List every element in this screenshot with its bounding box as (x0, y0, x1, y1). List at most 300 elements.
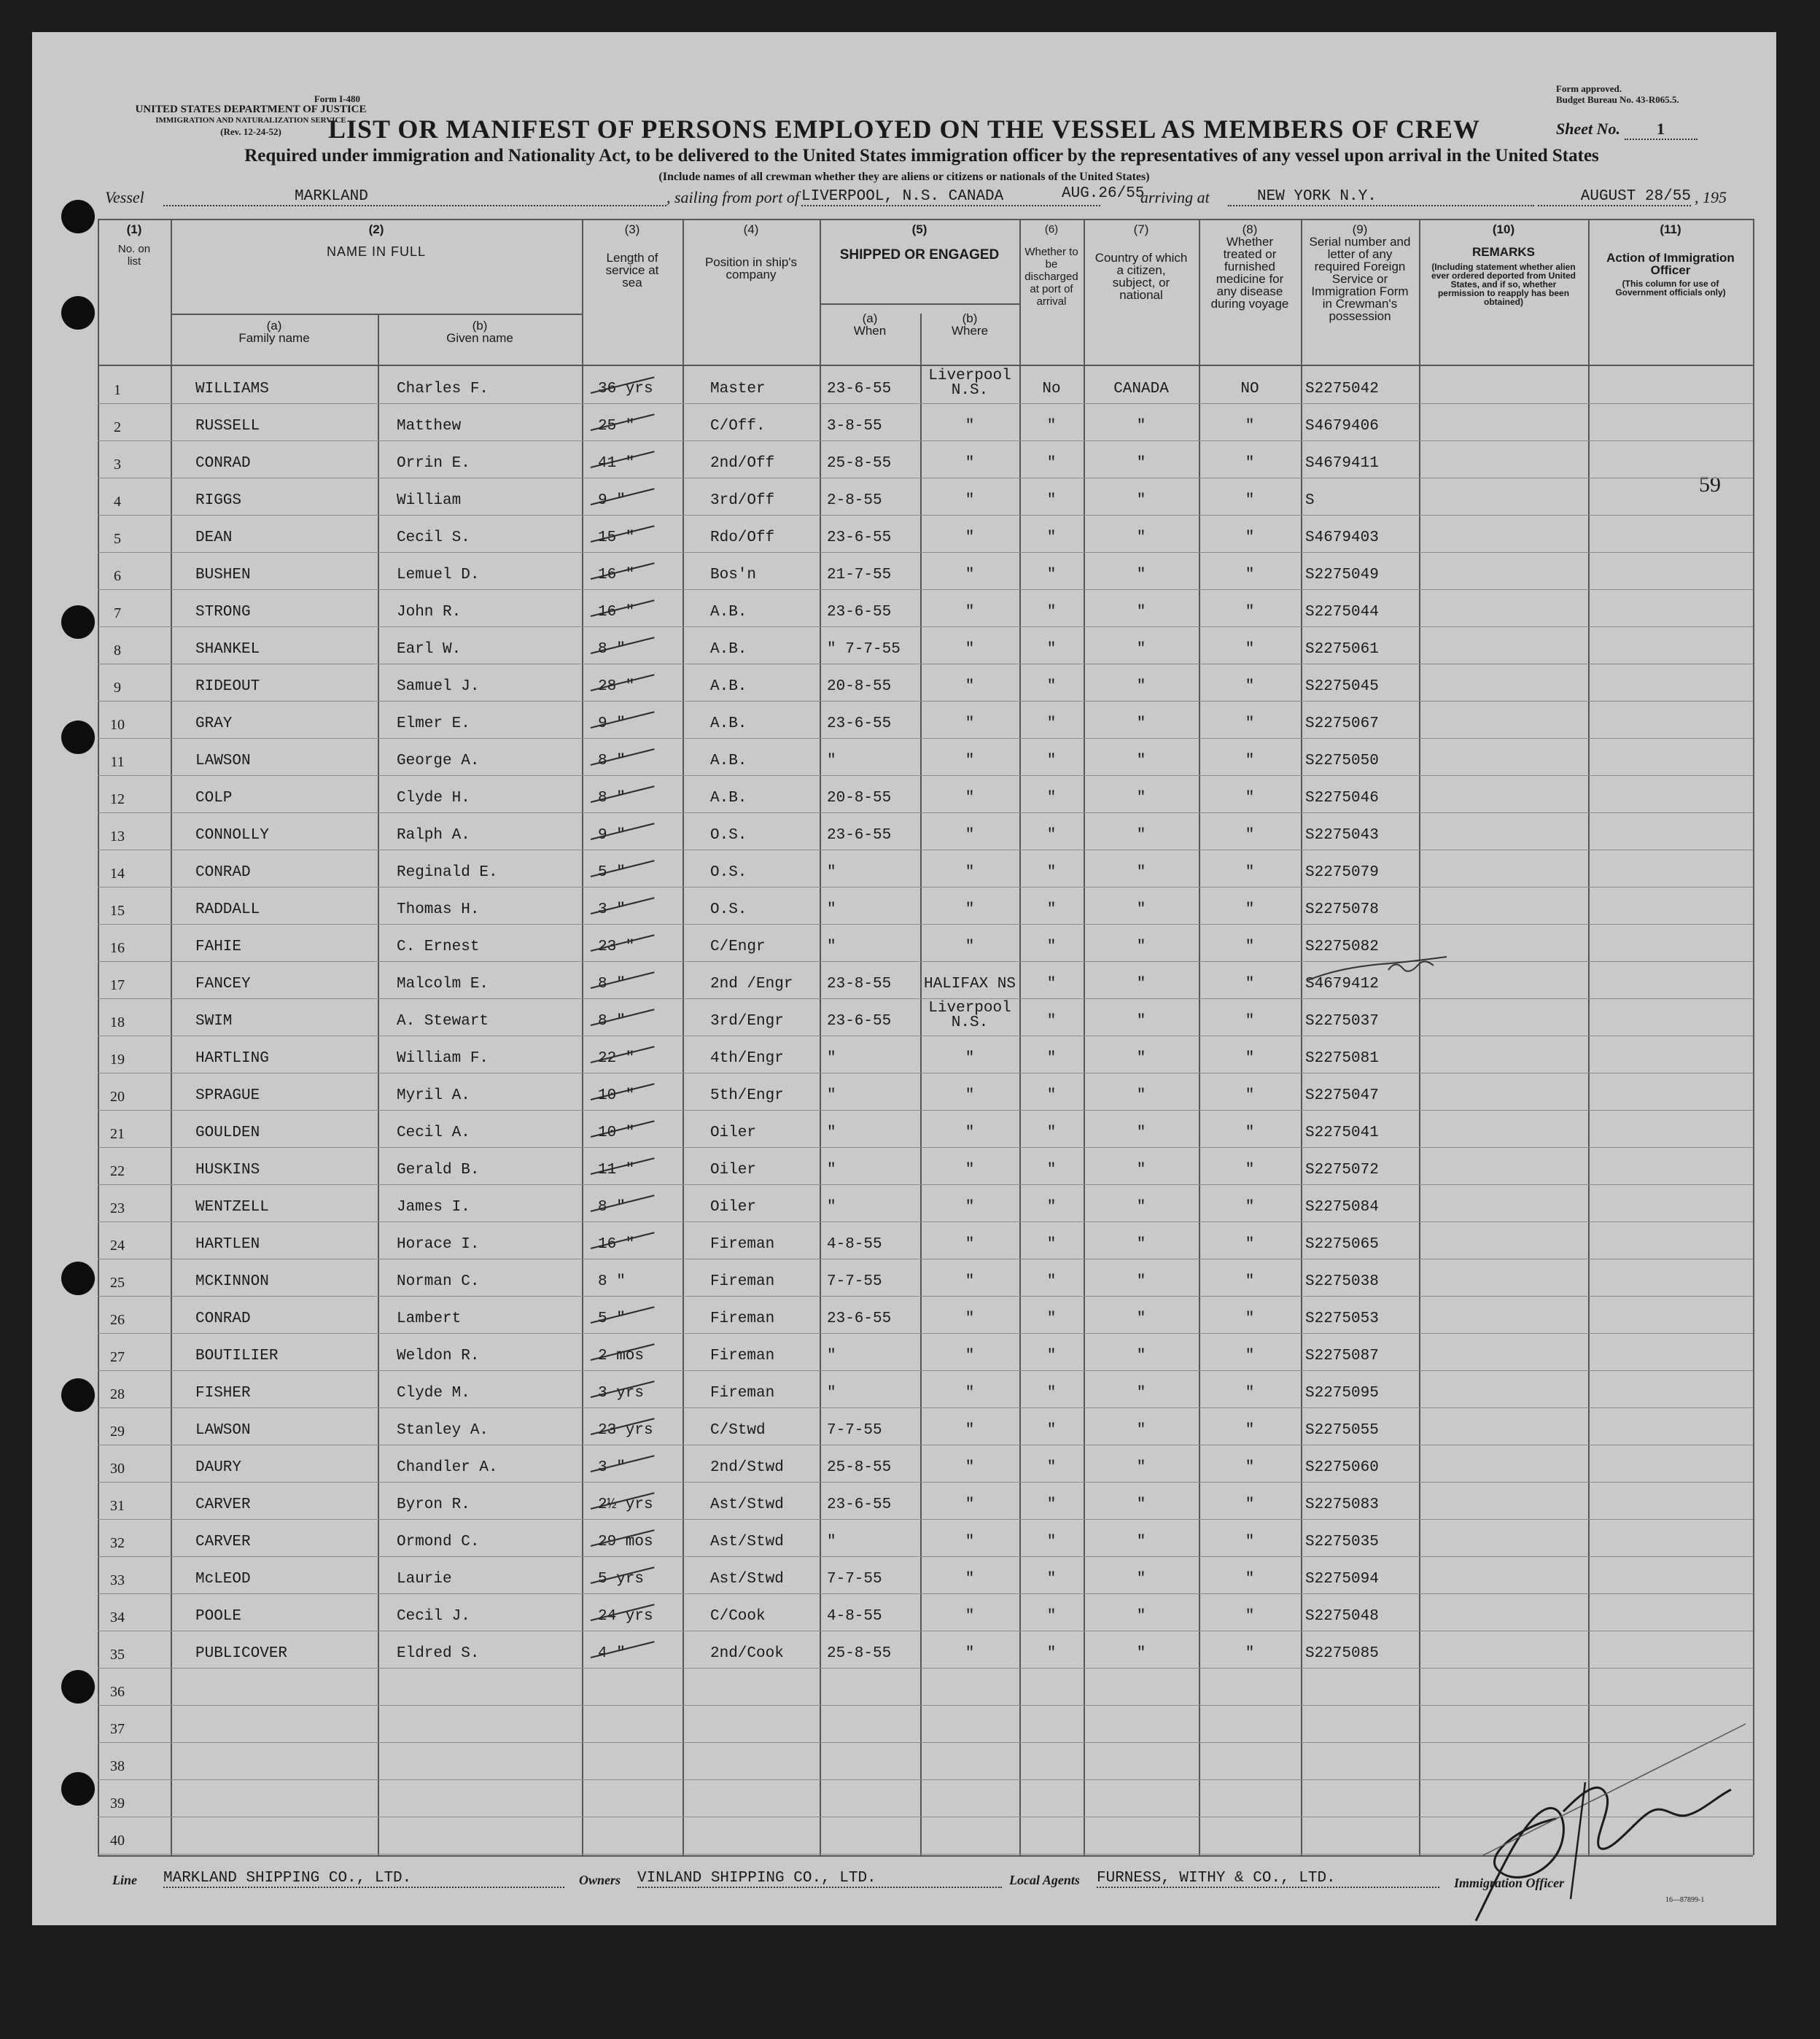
col-label: Country of which a citizen, subject, or national (1094, 251, 1188, 302)
length-of-service: 5 " (598, 1310, 626, 1327)
col-header-position (682, 223, 820, 281)
family-name: WENTZELL (195, 1199, 269, 1216)
family-name: McLEOD (195, 1571, 251, 1588)
shipped-when: 23-6-55 (827, 1013, 892, 1030)
length-of-service: 23 " (598, 939, 635, 955)
row-number: 15 (110, 903, 125, 919)
form-number: Form I-480 (314, 93, 360, 104)
serial-number: S2275085 (1305, 1645, 1379, 1662)
family-name: RUSSELL (195, 418, 260, 435)
position: C/Off. (710, 418, 766, 435)
position: Fireman (710, 1310, 775, 1327)
given-name: Ralph A. (397, 827, 470, 844)
position: O.S. (710, 827, 747, 844)
row-number: 39 (110, 1795, 125, 1811)
punch-hole (61, 200, 95, 233)
shipped-where: " (965, 455, 975, 472)
length-of-service: 16 " (598, 1236, 635, 1253)
position: 2nd /Engr (710, 976, 793, 993)
serial-number: S (1305, 492, 1315, 509)
row-number: 1 (114, 382, 121, 398)
given-name: Clyde M. (397, 1385, 470, 1402)
family-name: CARVER (195, 1496, 251, 1513)
shipped-when: 23-6-55 (827, 715, 892, 732)
given-name: Elmer E. (397, 715, 470, 732)
given-name: Matthew (397, 418, 462, 435)
shipped-when: " (827, 1050, 836, 1067)
shipped-where: " (965, 1162, 975, 1178)
shipped-where: " (965, 492, 975, 509)
country: CANADA (1113, 381, 1169, 397)
length-of-service: 5 " (598, 864, 626, 881)
row-number: 40 (110, 1833, 125, 1849)
shipped-where: " (965, 1125, 975, 1141)
length-of-service: 16 " (598, 567, 635, 583)
discharged: " (1046, 976, 1057, 993)
length-of-service: 3 " (598, 1459, 626, 1476)
table-row (98, 1632, 1753, 1669)
family-name: CARVER (195, 1534, 251, 1550)
col-header-country (1084, 223, 1199, 301)
col-header-shipped (820, 223, 1019, 261)
serial-number: S2275046 (1305, 790, 1379, 807)
discharged: " (1046, 1571, 1057, 1588)
shipped-when: " (827, 864, 836, 881)
length-of-service: 4 " (598, 1645, 626, 1662)
shipped-where: " (965, 1534, 975, 1550)
length-of-service: 10 " (598, 1087, 635, 1104)
col-header-no (98, 223, 171, 268)
table-row (98, 1074, 1753, 1111)
shipped-when: " (827, 1087, 836, 1104)
col-number: (2) (368, 222, 384, 236)
shipped-where: " (965, 678, 975, 695)
table-row (98, 1000, 1753, 1037)
row-number: 4 (114, 494, 121, 510)
length-of-service: 16 " (598, 604, 635, 621)
punch-hole (61, 1378, 95, 1412)
budget-bureau-no: Budget Bureau No. 43-R065.5. (1556, 94, 1679, 105)
shipped-when: 4-8-55 (827, 1236, 882, 1253)
table-row (98, 777, 1753, 814)
table-row (98, 442, 1753, 479)
medicine: " (1245, 939, 1255, 955)
shipped-where: " (965, 1348, 975, 1364)
given-name: Cecil J. (397, 1608, 470, 1625)
row-number: 11 (110, 754, 125, 770)
position: A.B. (710, 604, 747, 621)
given-name: Horace I. (397, 1236, 480, 1253)
position: Fireman (710, 1385, 775, 1402)
table-row (98, 1595, 1753, 1632)
serial-number: S2275083 (1305, 1496, 1379, 1513)
col-label: No. on list (117, 243, 151, 268)
length-of-service: 36 yrs (598, 381, 653, 397)
position: 3rd/Engr (710, 1013, 784, 1030)
discharged: " (1046, 939, 1057, 955)
row-number: 6 (114, 568, 121, 584)
row-number: 25 (110, 1275, 125, 1291)
row-number: 33 (110, 1572, 125, 1588)
given-name: Charles F. (397, 381, 489, 397)
given-name: Laurie (397, 1571, 452, 1588)
punch-hole (61, 721, 95, 754)
serial-number: S2275053 (1305, 1310, 1379, 1327)
position: 2nd/Stwd (710, 1459, 784, 1476)
shipped-when: 23-6-55 (827, 1496, 892, 1513)
row-number: 37 (110, 1721, 125, 1737)
shipped-where: " (965, 827, 975, 844)
given-name: Cecil A. (397, 1125, 470, 1141)
family-name: COLP (195, 790, 233, 807)
position: Fireman (710, 1348, 775, 1364)
given-name: Orrin E. (397, 455, 470, 472)
serial-number: S4679412 (1305, 976, 1379, 993)
discharged: " (1046, 827, 1057, 844)
discharged: " (1046, 1050, 1057, 1067)
col-header-action (1588, 223, 1753, 297)
given-name: Earl W. (397, 641, 462, 658)
col-header-when (820, 312, 920, 337)
col-number: (10) (1492, 222, 1515, 236)
given-name: Weldon R. (397, 1348, 480, 1364)
shipped-when: " 7-7-55 (827, 641, 901, 658)
serial-number: S2275082 (1305, 939, 1379, 955)
given-name: Samuel J. (397, 678, 480, 695)
position: A.B. (710, 790, 747, 807)
given-name: Lambert (397, 1310, 462, 1327)
length-of-service: 8 " (598, 641, 626, 658)
length-of-service: 22 " (598, 1050, 635, 1067)
serial-number: S2275044 (1305, 604, 1379, 621)
shipped-where: " (965, 1050, 975, 1067)
family-name: SWIM (195, 1013, 233, 1030)
shipped-where: " (965, 418, 975, 435)
row-number: 23 (110, 1200, 125, 1216)
col-label: When (853, 324, 887, 338)
family-name: MCKINNON (195, 1273, 269, 1290)
given-name: Byron R. (397, 1496, 470, 1513)
discharged: " (1046, 715, 1057, 732)
shipped-where: " (965, 1310, 975, 1327)
punch-hole (61, 1262, 95, 1295)
row-number: 3 (114, 457, 121, 473)
vessel-label: Vessel (105, 188, 144, 206)
table-row (98, 665, 1753, 702)
shipped-where: " (965, 1422, 975, 1439)
discharged: " (1046, 864, 1057, 881)
shipped-where: " (965, 864, 975, 881)
family-name: POOLE (195, 1608, 242, 1625)
serial-number: S2275042 (1305, 381, 1379, 397)
medicine: " (1245, 1459, 1255, 1476)
line-label: Line (112, 1873, 137, 1887)
country: " (1136, 1608, 1146, 1625)
shipped-when: " (827, 1348, 836, 1364)
length-of-service: 10 " (598, 1125, 635, 1141)
serial-number: S2275049 (1305, 567, 1379, 583)
family-name: CONRAD (195, 864, 251, 881)
discharged: " (1046, 1236, 1057, 1253)
col-number: (a) (266, 319, 282, 333)
family-name: PUBLICOVER (195, 1645, 288, 1662)
table-row (98, 516, 1753, 554)
shipped-when: 4-8-55 (827, 1608, 882, 1625)
shipped-where: " (965, 641, 975, 658)
medicine: " (1245, 1496, 1255, 1513)
given-name: Norman C. (397, 1273, 480, 1290)
country: " (1136, 1645, 1146, 1662)
row-number: 16 (110, 940, 125, 956)
form-subnote: (Include names of all crewman whether they are aliens or citizens or nationals of the United States) (658, 171, 1150, 183)
serial-number: S2275050 (1305, 753, 1379, 769)
shipped-where: Liverpool N.S. (928, 1000, 1011, 1031)
serial-number: S2275037 (1305, 1013, 1379, 1030)
serial-number: S2275078 (1305, 901, 1379, 918)
position: C/Engr (710, 939, 766, 955)
shipped-when: " (827, 1534, 836, 1550)
medicine: " (1245, 1162, 1255, 1178)
shipped-where: " (965, 715, 975, 732)
row-number: 36 (110, 1684, 125, 1700)
table-row (98, 1446, 1753, 1483)
table-row (98, 1186, 1753, 1223)
row-number: 9 (114, 680, 121, 696)
discharged: " (1046, 901, 1057, 918)
medicine: " (1245, 753, 1255, 769)
row-number: 24 (110, 1238, 125, 1254)
family-name: RIGGS (195, 492, 242, 509)
col-number: (3) (624, 222, 640, 236)
medicine: " (1245, 1385, 1255, 1402)
table-row (98, 479, 1753, 516)
row-number: 21 (110, 1126, 125, 1142)
length-of-service: 8 " (598, 976, 626, 993)
length-of-service: 8 " (598, 1273, 626, 1290)
medicine: " (1245, 1199, 1255, 1216)
discharged: " (1046, 1087, 1057, 1104)
length-of-service: 8 " (598, 790, 626, 807)
col-label: Family name (238, 331, 310, 345)
table-row (98, 1558, 1753, 1595)
row-number: 22 (110, 1163, 125, 1179)
punch-hole (61, 605, 95, 639)
shipped-where: " (965, 1496, 975, 1513)
given-name: George A. (397, 753, 480, 769)
table-row (98, 368, 1753, 405)
country: " (1136, 1571, 1146, 1588)
table-row (98, 1372, 1753, 1409)
given-name: Chandler A. (397, 1459, 498, 1476)
family-name: RIDEOUT (195, 678, 260, 695)
shipped-when: " (827, 1125, 836, 1141)
country: " (1136, 1348, 1146, 1364)
position: Fireman (710, 1273, 775, 1290)
position: 2nd/Off (710, 455, 775, 472)
length-of-service: 8 " (598, 753, 626, 769)
country: " (1136, 1310, 1146, 1327)
family-name: STRONG (195, 604, 251, 621)
shipped-when: 25-8-55 (827, 455, 892, 472)
table-row (98, 739, 1753, 777)
discharged: " (1046, 1310, 1057, 1327)
row-number: 5 (114, 531, 121, 547)
shipped-where: " (965, 1385, 975, 1402)
position: C/Cook (710, 1608, 766, 1625)
family-name: BUSHEN (195, 567, 251, 583)
shipped-when: 7-7-55 (827, 1422, 882, 1439)
handwritten-correction (1301, 949, 1461, 993)
given-name: Ormond C. (397, 1534, 480, 1550)
given-name: Reginald E. (397, 864, 498, 881)
country: " (1136, 1273, 1146, 1290)
serial-number: S2275035 (1305, 1534, 1379, 1550)
col-label: Serial number and letter of any required Foreign Service or Immigration Form in Crewman's possession (1309, 235, 1411, 323)
col-number: (b) (962, 311, 978, 325)
medicine: " (1245, 1013, 1255, 1030)
shipped-when: 25-8-55 (827, 1459, 892, 1476)
discharged: " (1046, 529, 1057, 546)
shipped-where: " (965, 1236, 975, 1253)
serial-number: S2275045 (1305, 678, 1379, 695)
given-name: James I. (397, 1199, 470, 1216)
table-row (98, 1335, 1753, 1372)
sheet-number-value: 1 (1625, 120, 1698, 140)
col-note: (Including statement whether alien ever ordered deported from United States, and if so, whether permission to reapply has been obtained) (1431, 262, 1576, 307)
shipped-where: " (965, 1645, 975, 1662)
medicine: " (1245, 901, 1255, 918)
discharged: " (1046, 1608, 1057, 1625)
col-number: (b) (472, 319, 488, 333)
family-name: HUSKINS (195, 1162, 260, 1178)
arriving-date: AUGUST 28/55 (1538, 188, 1691, 206)
length-of-service: 2½ yrs (598, 1496, 653, 1513)
table-row (98, 925, 1753, 963)
col-number: (1) (126, 222, 142, 236)
given-name: Cecil S. (397, 529, 470, 546)
col-label: SHIPPED OR ENGAGED (839, 247, 1000, 263)
table-row (98, 405, 1753, 442)
position: A.B. (710, 753, 747, 769)
discharged: " (1046, 1125, 1057, 1141)
position: Master (710, 381, 766, 397)
col-number: (6) (1044, 223, 1059, 236)
medicine: " (1245, 567, 1255, 583)
discharged: " (1046, 1162, 1057, 1178)
punch-hole (61, 1670, 95, 1704)
col-header-remarks (1419, 223, 1588, 306)
shipped-when: 23-8-55 (827, 976, 892, 993)
discharged: " (1046, 1496, 1057, 1513)
position: Rdo/Off (710, 529, 775, 546)
medicine: " (1245, 1087, 1255, 1104)
col-label: REMARKS (1472, 245, 1535, 259)
medicine: " (1245, 1236, 1255, 1253)
serial-number: S2275047 (1305, 1087, 1379, 1104)
agents-value: FURNESS, WITHY & CO., LTD. (1097, 1870, 1439, 1888)
country: " (1136, 976, 1146, 993)
col-label: NAME IN FULL (326, 244, 427, 259)
position: O.S. (710, 901, 747, 918)
row-number: 8 (114, 642, 121, 659)
discharged: " (1046, 1013, 1057, 1030)
length-of-service: 9 " (598, 715, 626, 732)
length-of-service: 9 " (598, 827, 626, 844)
position: Oiler (710, 1199, 757, 1216)
serial-number: S2275094 (1305, 1571, 1379, 1588)
table-row (98, 963, 1753, 1000)
position: A.B. (710, 678, 747, 695)
medicine: " (1245, 1125, 1255, 1141)
form-subtitle: Required under immigration and Nationality Act, to be delivered to the United States immigration officer by the representatives of any vessel upon arrival in the United States (244, 146, 1599, 166)
given-name: William F. (397, 1050, 489, 1067)
col-number: (5) (911, 222, 928, 236)
family-name: DAURY (195, 1459, 242, 1476)
length-of-service: 41 " (598, 455, 635, 472)
form-title: LIST OR MANIFEST OF PERSONS EMPLOYED ON THE VESSEL AS MEMBERS OF CREW (328, 114, 1480, 144)
col-number: (9) (1352, 222, 1368, 236)
discharged: " (1046, 418, 1057, 435)
given-name: Gerald B. (397, 1162, 480, 1178)
country: " (1136, 678, 1146, 695)
row-number: 12 (110, 791, 125, 807)
table-row (98, 1037, 1753, 1074)
medicine: " (1245, 1273, 1255, 1290)
table-row (98, 628, 1753, 665)
approval-note (1556, 83, 1746, 105)
family-name: HARTLING (195, 1050, 269, 1067)
position: Bos'n (710, 567, 757, 583)
table-row (98, 591, 1753, 628)
position: C/Stwd (710, 1422, 766, 1439)
shipped-when: 23-6-55 (827, 827, 892, 844)
length-of-service: 15 " (598, 529, 635, 546)
country: " (1136, 1422, 1146, 1439)
discharged: " (1046, 1534, 1057, 1550)
row-number: 30 (110, 1461, 125, 1477)
col-number: (4) (743, 222, 759, 236)
col-number: (a) (862, 311, 878, 325)
serial-number: S4679403 (1305, 529, 1379, 546)
family-name: BOUTILIER (195, 1348, 279, 1364)
table-row (98, 888, 1753, 925)
margin-note: 59 (1699, 473, 1721, 497)
serial-number: S2275038 (1305, 1273, 1379, 1290)
country: " (1136, 1496, 1146, 1513)
serial-number: S2275065 (1305, 1236, 1379, 1253)
col-header-medicine (1199, 223, 1301, 310)
country: " (1136, 418, 1146, 435)
medicine: " (1245, 604, 1255, 621)
table-row (98, 1111, 1753, 1149)
sailing-date: AUG.26/55 (1062, 185, 1145, 202)
family-name: SHANKEL (195, 641, 260, 658)
country: " (1136, 939, 1146, 955)
sheet-label: Sheet No. (1556, 120, 1620, 138)
given-name: C. Ernest (397, 939, 480, 955)
length-of-service: 9 " (598, 492, 626, 509)
line-value: MARKLAND SHIPPING CO., LTD. (163, 1870, 564, 1888)
given-name: Eldred S. (397, 1645, 480, 1662)
discharged: " (1046, 1459, 1057, 1476)
family-name: WILLIAMS (195, 381, 269, 397)
table-row (98, 1669, 1753, 1706)
table-row (98, 1223, 1753, 1260)
position: 4th/Engr (710, 1050, 784, 1067)
discharged: " (1046, 790, 1057, 807)
serial-number: S2275048 (1305, 1608, 1379, 1625)
medicine: " (1245, 1050, 1255, 1067)
